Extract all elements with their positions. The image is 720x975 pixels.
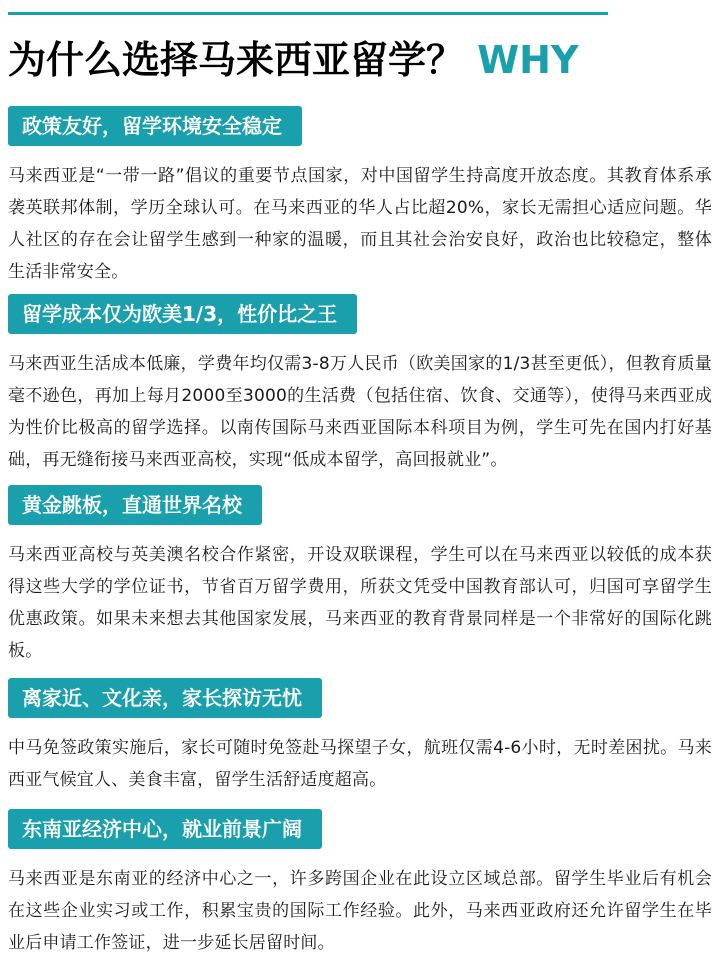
section-heading: 黄金跳板，直通世界名校 <box>8 485 262 525</box>
section-body: 马来西亚是东南亚的经济中心之一，许多跨国企业在此设立区域总部。留学生毕业后有机会在这些企业实习或工作，积累宝贵的国际工作经验。此外，马来西亚政府还允许留学生在毕业后申请工作签证，进一步延长居留时间。 <box>8 869 712 953</box>
section-body: 中马免签政策实施后，家长可随时免签赴马探望子女，航班仅需4-6小时，无时差困扰。马来西亚气候宜人、美食丰富，留学生活舒适度超高。 <box>8 738 712 790</box>
section-proximity <box>8 678 712 796</box>
page-title <box>8 36 578 84</box>
section-employment <box>8 809 712 959</box>
section-body: 马来西亚是“一带一路”倡议的重要节点国家，对中国留学生持高度开放态度。其教育体系承袭英联邦体制，学历全球认可。在马来西亚的华人占比超20%，家长无需担心适应问题。华人社区的存在会让留学生感到一种家的温暖，而且其社会治安良好，政治也比较稳定，整体生活非常安全。 <box>8 166 712 282</box>
page-title-main: 为什么选择马来西亚留学？ <box>8 38 465 82</box>
section-heading: 东南亚经济中心，就业前景广阔 <box>8 809 322 849</box>
section-heading: 留学成本仅为欧美1/3，性价比之王 <box>8 294 357 334</box>
section-heading: 政策友好，留学环境安全稳定 <box>8 106 302 146</box>
section-heading: 离家近、文化亲，家长探访无忧 <box>8 678 322 718</box>
top-divider <box>8 12 608 15</box>
section-springboard <box>8 485 712 667</box>
section-body: 马来西亚高校与英美澳名校合作紧密，开设双联课程，学生可以在马来西亚以较低的成本获得这些大学的学位证书，节省百万留学费用，所获文凭受中国教育部认可，归国可享留学生优惠政策。如果未来想去其他国家发展，马来西亚的教育背景同样是一个非常好的国际化跳板。 <box>8 545 712 661</box>
section-policy <box>8 106 712 288</box>
section-body: 马来西亚生活成本低廉，学费年均仅需3-8万人民币（欧美国家的1/3甚至更低），但教育质量毫不逊色，再加上每月2000至3000的生活费（包括住宿、饮食、交通等），使得马来西亚成为性价比极高的留学选择。以南传国际马来西亚国际本科项目为例，学生可先在国内打好基础，再无缝衔接马来西亚高校，实现“低成本留学，高回报就业”。 <box>8 354 712 470</box>
page-title-accent: WHY <box>477 38 579 82</box>
section-cost <box>8 294 712 476</box>
